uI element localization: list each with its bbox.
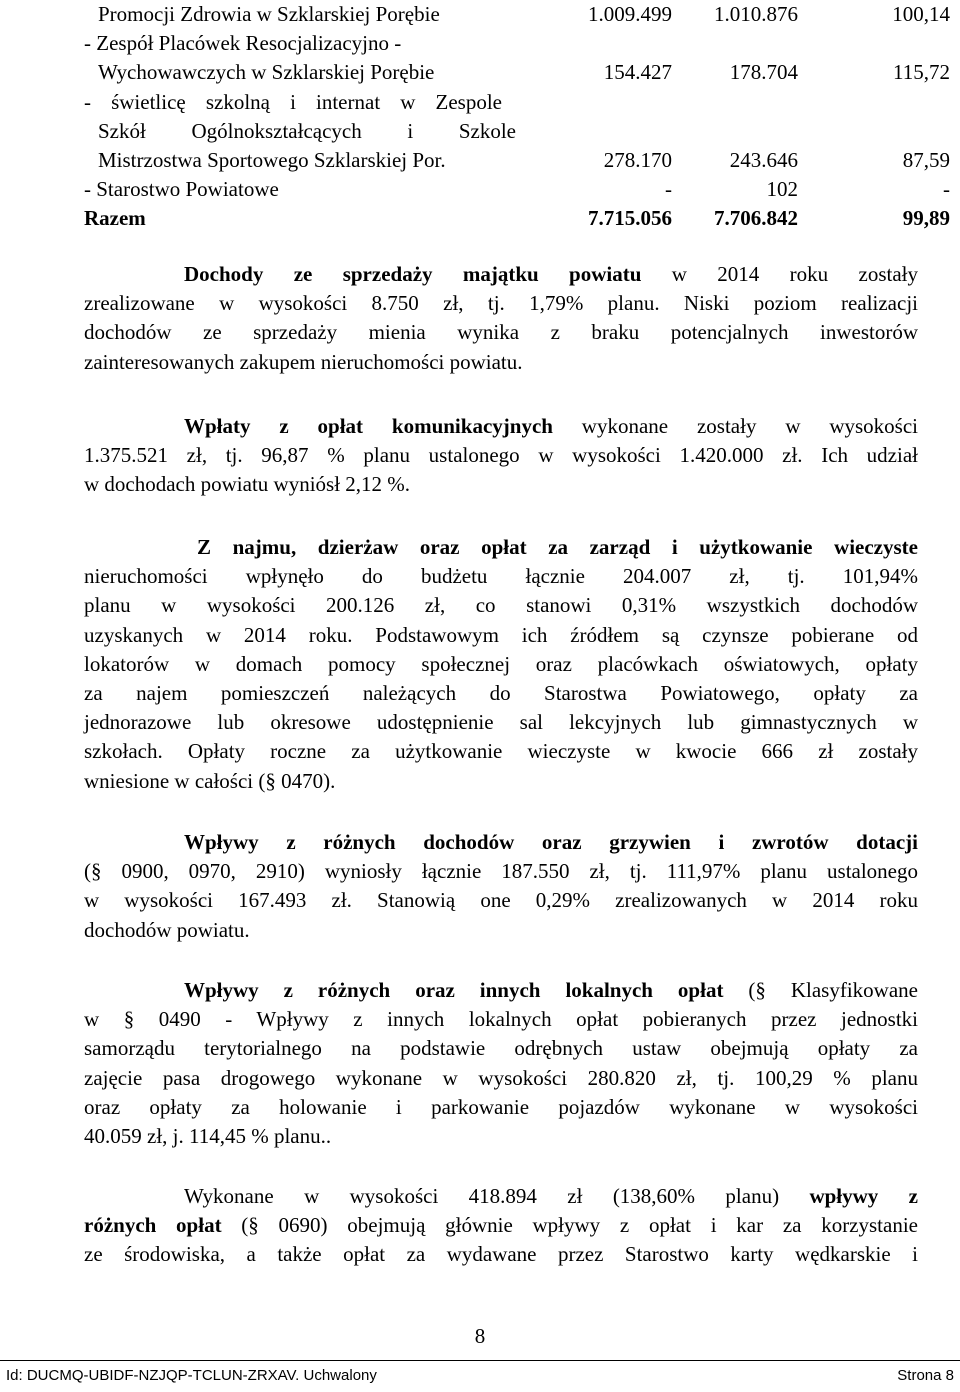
text-line [84, 441, 918, 470]
bold-text: wpływy z [809, 1184, 918, 1208]
table-row [0, 88, 960, 117]
revenue-table [0, 0, 960, 234]
text-line [84, 737, 918, 766]
row-value-v2: 1.010.876 [714, 2, 798, 26]
text-run: samorządu terytorialnego na podstawie odrębnych ustaw obejmują opłaty za [84, 1036, 918, 1061]
text-run: wykonane zostały w wysokości [552, 414, 919, 438]
table-row [0, 146, 960, 175]
text-line [84, 1093, 918, 1122]
row-description: - Starostwo Powiatowe [84, 177, 279, 202]
text-run: (§ 0900, 0970, 2910) wyniosły łącznie 187.550 zł, tj. 111,97% planu ustalonego [84, 859, 918, 884]
text-run: zainteresowanych zakupem nieruchomości powiatu. [84, 349, 523, 374]
text-line [84, 1034, 918, 1063]
text-line [84, 1122, 918, 1151]
row-description: Promocji Zdrowia w Szklarskiej Porębie [98, 2, 440, 26]
paragraph-communication-fees [84, 412, 918, 500]
row-value-v1: 1.009.499 [588, 2, 672, 26]
text-line [84, 1005, 918, 1034]
text-run: Wykonane w wysokości 418.894 zł (138,60% planu) [184, 1184, 810, 1208]
row-value-v3: 115,72 [893, 60, 950, 85]
bold-text: Wpływy z różnych oraz innych lokalnych opłat [184, 978, 724, 1002]
table-row [0, 29, 960, 58]
text-run: (§ 0690) obejmują głównie wpływy z opłat i kar za korzystanie [221, 1213, 918, 1238]
text-run: dochodów powiatu. [84, 917, 250, 942]
row-value-v2: 243.646 [729, 147, 798, 172]
bold-text: Z najmu, dzierżaw oraz opłat za zarząd i użytkowanie wieczyste [197, 535, 918, 559]
text-run: dochodów ze sprzedaży mienia wynika z braku potencjalnych inwestorów [84, 320, 918, 345]
row-value-v2: 102 [766, 177, 798, 202]
text-run: planu w wysokości 200.126 zł, co stanowi 0,31% wszystkich dochodów [84, 593, 918, 618]
text-line [84, 348, 918, 377]
text-run: w § 0490 - Wpływy z innych lokalnych opłat pobieranych przez jednostki [84, 1007, 918, 1032]
row-description: - świetlicę szkolną i internat w Zespole [84, 89, 502, 114]
text-line [84, 412, 918, 441]
row-description: Wychowawczych w Szklarskiej Porębie [98, 60, 435, 85]
text-line [84, 828, 918, 857]
text-run: ze środowiska, a także opłat za wydawane przez Starostwo karty wędkarskie i [84, 1242, 918, 1267]
footer-document-id: Id: DUCMQ-UBIDF-NZJQP-TCLUN-ZRXAV. Uchwalony [6, 1367, 377, 1384]
paragraph-local-fees [84, 976, 918, 1151]
text-run: lokatorów w domach pomocy społecznej oraz placówkach oświatowych, opłaty [84, 651, 918, 676]
row-value-v2: 178.704 [729, 60, 798, 85]
row-description: Mistrzostwa Sportowego Szklarskiej Por. [98, 147, 446, 172]
text-line [84, 470, 918, 499]
text-run: szkołach. Opłaty roczne za użytkowanie wieczyste w kwocie 666 zł zostały [84, 739, 918, 764]
table-row [0, 175, 960, 204]
document-footer [0, 1360, 960, 1392]
text-line [84, 621, 918, 650]
text-line [84, 857, 918, 886]
text-run: (§ Klasyfikowane [723, 978, 918, 1002]
text-run: zrealizowane w wysokości 8.750 zł, tj. 1,79% planu. Niski poziom realizacji [84, 291, 918, 316]
text-run: za najem pomieszczeń należących do Starostwa Powiatowego, opłaty za [84, 680, 918, 705]
table-total-row [0, 204, 960, 233]
paragraph-sale-of-assets [84, 260, 918, 377]
row-description: - Zespół Placówek Resocjalizacyjno - [84, 31, 402, 56]
bold-text: Wpłaty z opłat komunikacyjnych [184, 414, 553, 438]
total-value-v2: 7.706.842 [714, 206, 798, 231]
text-line [84, 289, 918, 318]
text-line [84, 1182, 918, 1211]
paragraph-fines-and-refunds [84, 828, 918, 945]
row-description: Szkół Ogólnokształcących i Szkole [98, 118, 516, 143]
text-run: jednorazowe lub okresowe udostępnienie sal lekcyjnych lub gimnastycznych w [84, 710, 918, 735]
bold-text: Wpływy z różnych dochodów oraz grzywien i zwrotów dotacji [184, 830, 918, 854]
page-number: 8 [474, 1324, 486, 1348]
text-run: w wysokości 167.493 zł. Stanowią one 0,29% zrealizowanych w 2014 roku [84, 888, 918, 913]
total-label: Razem [84, 206, 146, 231]
row-value-v3: 87,59 [902, 147, 950, 172]
row-value-v3: 100,14 [892, 2, 950, 26]
table-row [0, 0, 960, 29]
text-run: nieruchomości wpłynęło do budżetu łącznie 204.007 zł, tj. 101,94% [84, 564, 918, 589]
table-row [0, 58, 960, 87]
paragraph-rent-and-lease [84, 533, 918, 796]
text-line [84, 886, 918, 915]
text-line [84, 767, 918, 796]
text-line [84, 679, 918, 708]
text-run: 40.059 zł, j. 114,45 % planu.. [84, 1123, 332, 1148]
table-row [0, 117, 960, 146]
text-line [84, 916, 918, 945]
row-value-v3: - [943, 177, 950, 202]
text-line [84, 318, 918, 347]
total-value-v3: 99,89 [902, 206, 950, 231]
text-line [84, 976, 918, 1005]
text-run: w 2014 roku zostały [641, 262, 918, 286]
text-line [84, 708, 918, 737]
text-line [84, 533, 918, 562]
text-run: zajęcie pasa drogowego wykonane w wysokości 280.820 zł, tj. 100,29 % planu [84, 1065, 918, 1090]
text-line [84, 562, 918, 591]
row-value-v1: 278.170 [603, 147, 672, 172]
footer-page-label: Strona 8 [897, 1367, 954, 1384]
paragraph-various-fees [84, 1182, 918, 1270]
text-run: w dochodach powiatu wyniósł 2,12 %. [84, 472, 411, 497]
text-line [84, 1211, 918, 1240]
row-value-v1: - [665, 177, 672, 202]
text-run: 1.375.521 zł, tj. 96,87 % planu ustalonego w wysokości 1.420.000 zł. Ich udział [84, 443, 918, 468]
text-line [84, 260, 918, 289]
text-run: wniesione w całości (§ 0470). [84, 768, 336, 793]
bold-text: różnych opłat [84, 1213, 222, 1238]
row-value-v1: 154.427 [603, 60, 672, 85]
bold-text: Dochody ze sprzedaży majątku powiatu [184, 262, 642, 286]
text-line [84, 650, 918, 679]
total-value-v1: 7.715.056 [588, 206, 672, 231]
text-line [84, 591, 918, 620]
text-line [84, 1240, 918, 1269]
text-line [84, 1064, 918, 1093]
text-run: oraz opłaty za holowanie i parkowanie pojazdów wykonane w wysokości [84, 1094, 918, 1119]
text-run: uzyskanych w 2014 roku. Podstawowym ich źródłem są czynsze pobierane od [84, 622, 918, 647]
